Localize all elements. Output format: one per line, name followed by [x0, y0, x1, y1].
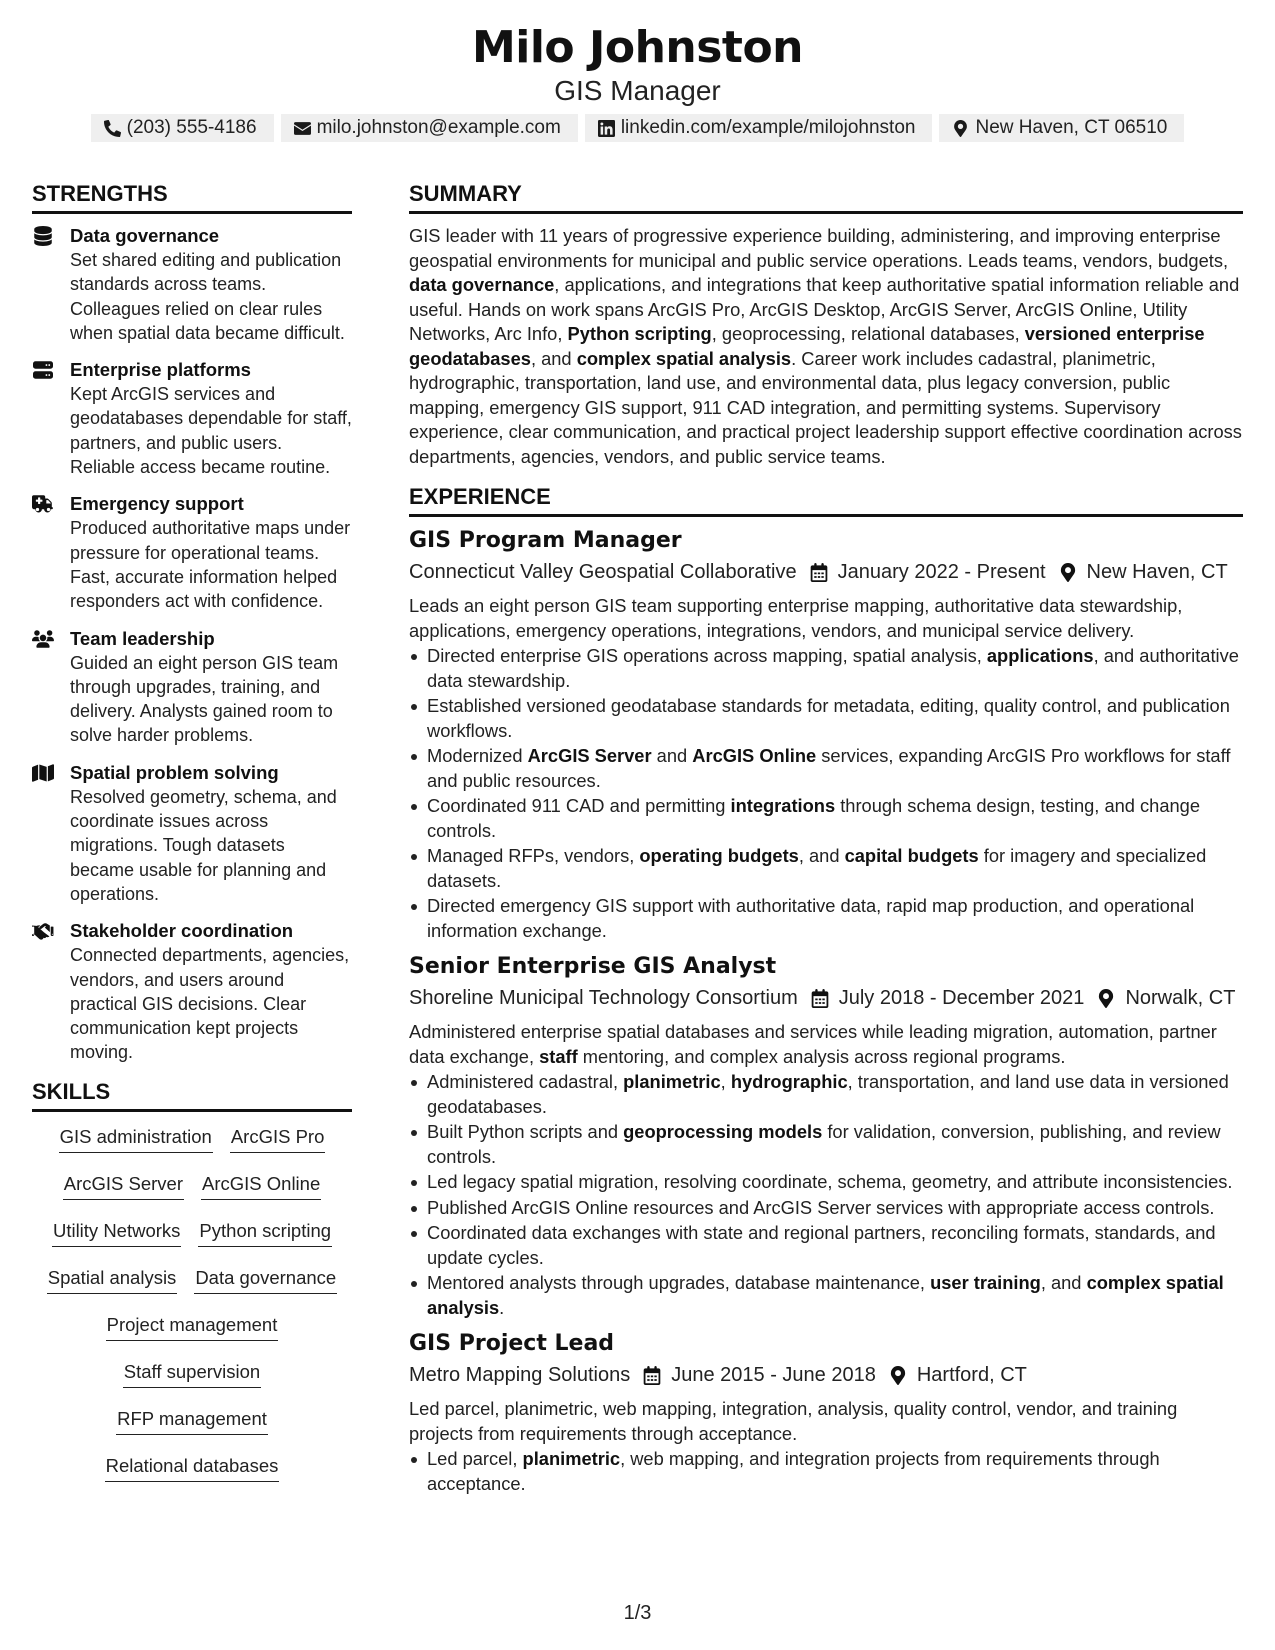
job-description [409, 594, 1243, 643]
bullet-item [409, 1070, 1243, 1119]
skill-tag: ArcGIS Server [63, 1167, 184, 1200]
database-icon [32, 226, 54, 246]
summary-fragment: . Career work includes cadastral, planimetric, hydrographic, transportation, land use, and environmental data, plus legacy conversion, public mapping, emergency GIS support, 911 CAD integration, and permitting systems. Supervisory experience, clear communication, and practical project leadership support effective coordination across departments, agencies, vendors, and public service teams. [409, 347, 1242, 467]
strengths-list [32, 224, 352, 1065]
map-pin-icon [889, 1362, 907, 1385]
bold-keyword: integrations [730, 795, 836, 816]
bullet-fragment: Led parcel, [427, 1448, 523, 1469]
company-name: Shoreline Municipal Technology Consortium [409, 987, 798, 1009]
strength-item [32, 492, 352, 613]
description-fragment: mentoring, and complex analysis across regional programs. [577, 1045, 1066, 1067]
server-icon [32, 360, 54, 380]
strength-title: Data governance [70, 225, 220, 246]
bold-keyword: planimetric [522, 1448, 621, 1469]
bullet-item [409, 694, 1243, 743]
strength-description: Guided an eight person GIS team through upgrades, training, and delivery. Analysts gained room to solve harder problems. [70, 652, 339, 746]
bullet-item [409, 844, 1243, 893]
job-entry [409, 953, 1243, 1320]
bullet-fragment: , and [1040, 1272, 1087, 1293]
skill-tag: ArcGIS Pro [230, 1120, 326, 1153]
skill-tag: Utility Networks [52, 1214, 181, 1247]
job-title: GIS Program Manager [409, 528, 682, 553]
candidate-title: GIS Manager [554, 75, 721, 106]
bullet-item [409, 644, 1243, 693]
skill-tag: Relational databases [105, 1449, 280, 1482]
bullet-fragment: and [651, 745, 693, 766]
bold-keyword: user training [930, 1272, 1041, 1293]
map-pin-icon [1059, 559, 1077, 582]
candidate-name: Milo Johnston [471, 22, 804, 73]
bold-keyword: applications [986, 645, 1094, 666]
strengths-heading: STRENGTHS [32, 180, 352, 214]
bold-keyword: complex spatial analysis [427, 1272, 1224, 1318]
bullet-item [409, 1221, 1243, 1270]
bullet-fragment: Published ArcGIS Online resources and ArcGIS Server services with appropriate access controls. [427, 1196, 1215, 1218]
job-title: GIS Project Lead [409, 1331, 615, 1356]
strength-title: Enterprise platforms [70, 359, 251, 381]
map-icon [32, 763, 54, 783]
bullet-fragment: Mentored analysts through upgrades, database maintenance, [427, 1272, 931, 1293]
job-bullets [409, 1447, 1243, 1496]
bullet-item [409, 894, 1243, 943]
job-meta [409, 559, 1243, 585]
bullet-fragment: Managed RFPs, vendors, [427, 845, 640, 866]
company-name: Connecticut Valley Geospatial Collaborative [409, 561, 797, 583]
contact-location [939, 114, 1184, 142]
strength-item [32, 761, 352, 906]
bold-keyword: capital budgets [844, 845, 979, 866]
phone-icon [104, 120, 121, 137]
job-description [409, 1397, 1243, 1446]
bullet-item [409, 744, 1243, 793]
bold-keyword: data governance [409, 274, 555, 295]
strength-description: Produced authoritative maps under pressure for operational teams. Fast, accurate information helped responders act with confidence. [70, 518, 351, 612]
skill-tag: Spatial analysis [47, 1261, 178, 1294]
strength-title: Stakeholder coordination [70, 920, 294, 942]
job-meta [409, 1362, 1243, 1388]
bullet-fragment: Coordinated 911 CAD and permitting [427, 795, 731, 816]
bullet-fragment: , web mapping, and integration projects from requirements through acceptance. [427, 1448, 1160, 1494]
bullet-item [409, 1120, 1243, 1169]
bullet-item [409, 1447, 1243, 1496]
bullet-fragment: , transportation, and land use data in versioned geodatabases. [427, 1071, 1229, 1117]
map-pin-icon [1097, 985, 1115, 1008]
summary-fragment: , and [530, 347, 577, 369]
bullet-fragment: Coordinated data exchanges with state and regional partners, reconciling formats, standards, and update cycles. [427, 1222, 1216, 1268]
summary-fragment: , applications, and integrations that keep authoritative spatial information reliable and useful. Hands on work spans ArcGIS Pro, ArcGIS Desktop, ArcGIS Server, ArcGIS Online, Utility Networks, Arc Info, [409, 274, 1240, 344]
description-fragment: Led parcel, planimetric, web mapping, integration, analysis, quality control, vendor, and training projects from requirements through acceptance. [409, 1398, 1178, 1444]
summary-heading: SUMMARY [409, 180, 1243, 214]
strength-item [32, 224, 352, 345]
job-entry [409, 527, 1243, 943]
page-number: 1/3 [623, 1602, 652, 1624]
strength-description: Kept ArcGIS services and geodatabases dependable for staff, partners, and public users. Reliable access became routine. [70, 384, 352, 478]
strength-description: Connected departments, agencies, vendors, and users around practical GIS decisions. Clear communication kept projects moving. [70, 945, 350, 1063]
bullet-fragment: Administered cadastral, [427, 1071, 624, 1092]
job-dates: June 2015 - June 2018 [671, 1364, 876, 1386]
skill-tag: Python scripting [198, 1214, 332, 1247]
description-fragment: Leads an eight person GIS team supporting enterprise mapping, authoritative data stewardship, applications, emergency operations, integrations, vendors, and municipal service delivery. [409, 595, 1183, 641]
calendar-icon [811, 985, 829, 1008]
bullet-fragment: for imagery and specialized datasets. [427, 845, 1207, 891]
job-dates: January 2022 - Present [837, 561, 1046, 583]
calendar-icon [810, 559, 828, 582]
bold-keyword: ArcGIS Online [692, 745, 817, 766]
skill-tag: Staff supervision [123, 1355, 261, 1388]
summary-text [409, 224, 1243, 469]
left-column [32, 180, 352, 1482]
bullet-fragment: , and [798, 845, 845, 866]
bullet-item [409, 1271, 1243, 1320]
summary-fragment: , geoprocessing, relational databases, [711, 323, 1025, 344]
location-text: New Haven, CT 06510 [975, 117, 1168, 138]
company-name: Metro Mapping Solutions [409, 1364, 631, 1386]
email-text: milo.johnston@example.com [316, 117, 561, 138]
job-location: New Haven, CT [1086, 561, 1228, 583]
skills-heading: SKILLS [32, 1078, 352, 1112]
contact-linkedin[interactable] [585, 114, 933, 142]
strength-title: Spatial problem solving [70, 761, 279, 783]
truck-medical-icon [32, 494, 54, 514]
linkedin-icon [598, 120, 615, 137]
bullet-fragment: Established versioned geodatabase standards for metadata, editing, quality control, and publication workflows. [427, 695, 1230, 741]
calendar-icon [643, 1362, 661, 1385]
bullet-fragment: . [499, 1296, 505, 1318]
skill-tag: GIS administration [59, 1120, 213, 1153]
contact-email[interactable] [281, 114, 578, 142]
bullet-fragment: Led legacy spatial migration, resolving coordinate, schema, geometry, and attribute inconsistencies. [427, 1171, 1233, 1192]
strength-description: Resolved geometry, schema, and coordinate issues across migrations. Tough datasets became usable for planning and operations. [70, 786, 337, 904]
bold-keyword: ArcGIS Server [527, 745, 652, 766]
skills-list [32, 1120, 352, 1482]
contact-phone[interactable] [91, 114, 274, 142]
skill-tag: ArcGIS Online [201, 1167, 321, 1200]
job-location: Hartford, CT [916, 1364, 1027, 1386]
strength-title: Emergency support [70, 493, 244, 515]
bold-keyword: operating budgets [639, 845, 799, 866]
contact-bar [0, 114, 1275, 142]
skill-tag: RFP management [116, 1402, 268, 1435]
users-icon [32, 629, 54, 649]
bold-keyword: versioned enterprise geodatabases [409, 323, 1205, 369]
job-entry [409, 1330, 1243, 1496]
map-pin-icon [952, 120, 969, 137]
bold-keyword: Python scripting [567, 323, 712, 344]
job-meta [409, 985, 1243, 1011]
strength-item [32, 919, 352, 1064]
bullet-item [409, 794, 1243, 843]
bullet-fragment: Built Python scripts and [427, 1121, 624, 1142]
bullet-fragment: for validation, conversion, publishing, and review controls. [427, 1121, 1221, 1167]
strength-item [32, 627, 352, 748]
bullet-item [409, 1196, 1243, 1221]
job-title: Senior Enterprise GIS Analyst [409, 954, 777, 979]
bold-keyword: staff [539, 1045, 578, 1067]
strength-title: Team leadership [70, 627, 215, 649]
bold-keyword: complex spatial analysis [576, 347, 792, 369]
summary-fragment: GIS leader with 11 years of progressive experience building, administering, and improving enterprise geospatial environments for municipal and public service operations. Leads teams, vendors, budgets, [409, 225, 1229, 271]
bullet-fragment: services, expanding ArcGIS Pro workflows for staff and public resources. [427, 745, 1231, 791]
strength-description: Set shared editing and publication standards across teams. Colleagues relied on clear rules when spatial data became difficult. [70, 250, 345, 343]
bullet-fragment: Modernized [427, 745, 528, 766]
bullet-fragment: Directed enterprise GIS operations across mapping, spatial analysis, [427, 645, 987, 666]
bold-keyword: geoprocessing models [623, 1121, 823, 1142]
resume-header [0, 22, 1275, 108]
job-bullets [409, 1070, 1243, 1320]
bold-keyword: planimetric [623, 1071, 721, 1092]
experience-list [409, 527, 1243, 1496]
bold-keyword: hydrographic [730, 1071, 848, 1092]
job-bullets [409, 644, 1243, 943]
bullet-fragment: , and authoritative data stewardship. [427, 645, 1239, 691]
skill-tag: Project management [106, 1308, 279, 1341]
linkedin-text: linkedin.com/example/milojohnston [620, 117, 916, 138]
envelope-icon [294, 120, 311, 137]
bullet-item [409, 1170, 1243, 1195]
bullet-fragment: Directed emergency GIS support with authoritative data, rapid map production, and operational information exchange. [427, 895, 1195, 941]
handshake-icon [32, 921, 54, 941]
job-description [409, 1020, 1243, 1069]
experience-heading: EXPERIENCE [409, 483, 1243, 517]
right-column [409, 180, 1243, 1496]
phone-text: (203) 555-4186 [126, 117, 257, 138]
strength-item [32, 358, 352, 479]
job-dates: July 2018 - December 2021 [838, 987, 1085, 1009]
bullet-fragment: through schema design, testing, and change controls. [427, 795, 1200, 841]
bullet-fragment: , [720, 1071, 731, 1092]
description-fragment: Administered enterprise spatial databases and services while leading migration, automation, partner data exchange, [409, 1021, 1217, 1067]
skill-tag: Data governance [194, 1261, 337, 1294]
job-location: Norwalk, CT [1125, 987, 1236, 1009]
